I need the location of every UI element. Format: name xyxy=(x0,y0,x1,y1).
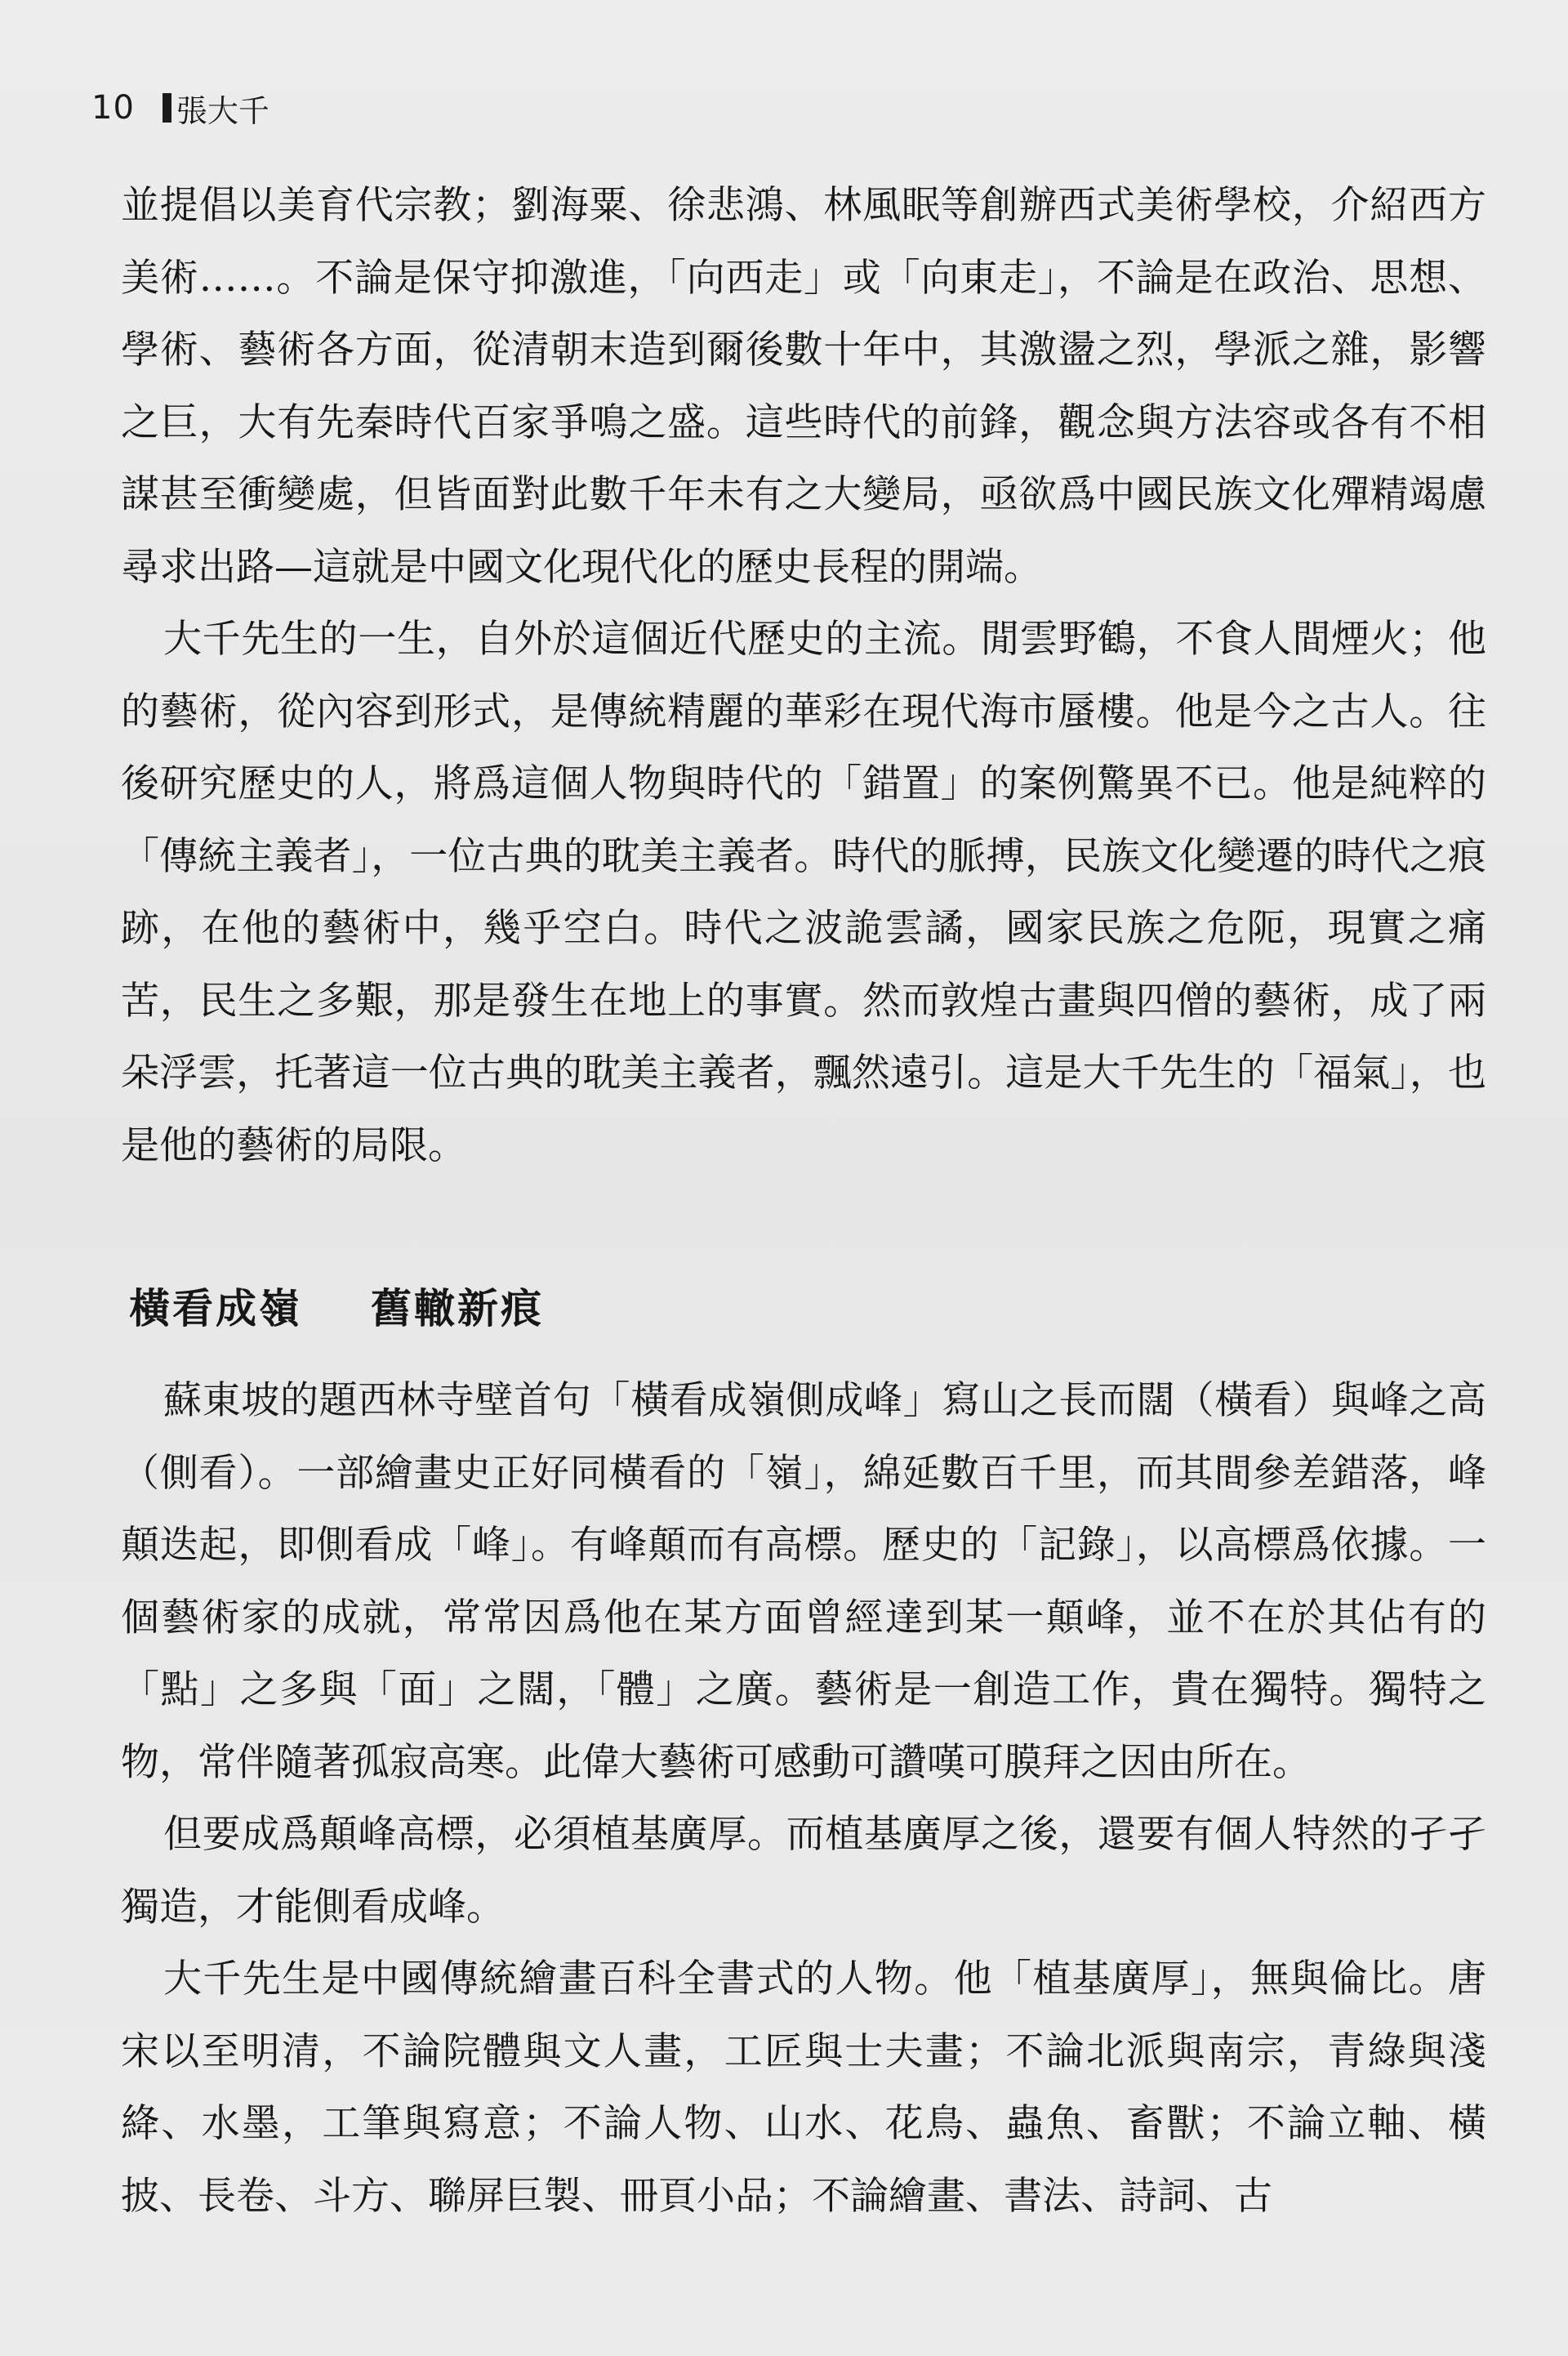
section-body xyxy=(121,1365,1486,2233)
section-heading xyxy=(121,1182,1486,1365)
running-title: 張大千 xyxy=(176,92,270,129)
header-separator-bar xyxy=(163,93,172,123)
page-number: 10 xyxy=(91,89,135,127)
paragraph-4: 但要成爲顛峰高標，必須植基廣厚。而植基廣厚之後，還要有個人特然的孑孑獨造，才能側看成峰。 xyxy=(121,1812,1486,1930)
section-heading-part2: 舊轍新痕 xyxy=(371,1285,544,1332)
paragraph-3: 蘇東坡的題西林寺壁首句「橫看成嶺側成峰」寫山之長而闊（橫看）與峰之高（側看）。一部繪畫史正好同橫看的「嶺」，綿延數百千里，而其間參差錯落，峰顛迭起，即側看成「峰」。有峰顛而有高標。歷史的「記錄」，以高標爲依據。一個藝術家的成就，常常因爲他在某方面曾經達到某一顛峰，並不在於其佔有的「點」之多與「面」之闊，「體」之廣。藝術是一創造工作，貴在獨特。獨特之物，常伴隨著孤寂高寒。此偉大藝術可感動可讚嘆可膜拜之因由所在。 xyxy=(121,1378,1486,1785)
paragraph-1: 並提倡以美育代宗教；劉海粟、徐悲鴻、林風眠等創辦西式美術學校，介紹西方美術……。不論是保守抑激進，「向西走」或「向東走」，不論是在政治、思想、學術、藝術各方面，從清朝末造到爾後數十年中，其激盪之烈，學派之雜，影響之巨，大有先秦時代百家爭鳴之盛。這些時代的前鋒，觀念與方法容或各有不相謀甚至衝變處，但皆面對此數千年未有之大變局，亟欲爲中國民族文化殫精竭慮尋求出路—這就是中國文化現代化的歷史長程的開端。 xyxy=(121,183,1486,590)
page-header xyxy=(91,83,270,132)
paragraph-5: 大千先生是中國傳統繪畫百科全書式的人物。他「植基廣厚」，無與倫比。唐宋以至明清，不論院體與文人畫，工匠與士夫畫；不論北派與南宗，青綠與淺絳、水墨，工筆與寫意；不論人物、山水、花鳥、蟲魚、畜獸；不論立軸、橫披、長卷、斗方、聯屏巨製、冊頁小品；不論繪畫、書法、詩詞、古 xyxy=(121,1957,1486,2219)
paragraph-2: 大千先生的一生，自外於這個近代歷史的主流。閒雲野鶴，不食人間煙火；他的藝術，從內容到形式，是傳統精麗的華彩在現代海市蜃樓。他是今之古人。往後研究歷史的人，將爲這個人物與時代的「錯置」的案例驚異不已。他是純粹的「傳統主義者」，一位古典的耽美主義者。時代的脈搏，民族文化變遷的時代之痕跡，在他的藝術中，幾乎空白。時代之波詭雲譎，國家民族之危阨，現實之痛苦，民生之多艱，那是發生在地上的事實。然而敦煌古畫與四僧的藝術，成了兩朵浮雲，托著這一位古典的耽美主義者，飄然遠引。這是大千先生的「福氣」，也是他的藝術的局限。 xyxy=(121,617,1486,1168)
section-heading-part1: 橫看成嶺 xyxy=(129,1285,302,1332)
body-text xyxy=(121,170,1486,2233)
